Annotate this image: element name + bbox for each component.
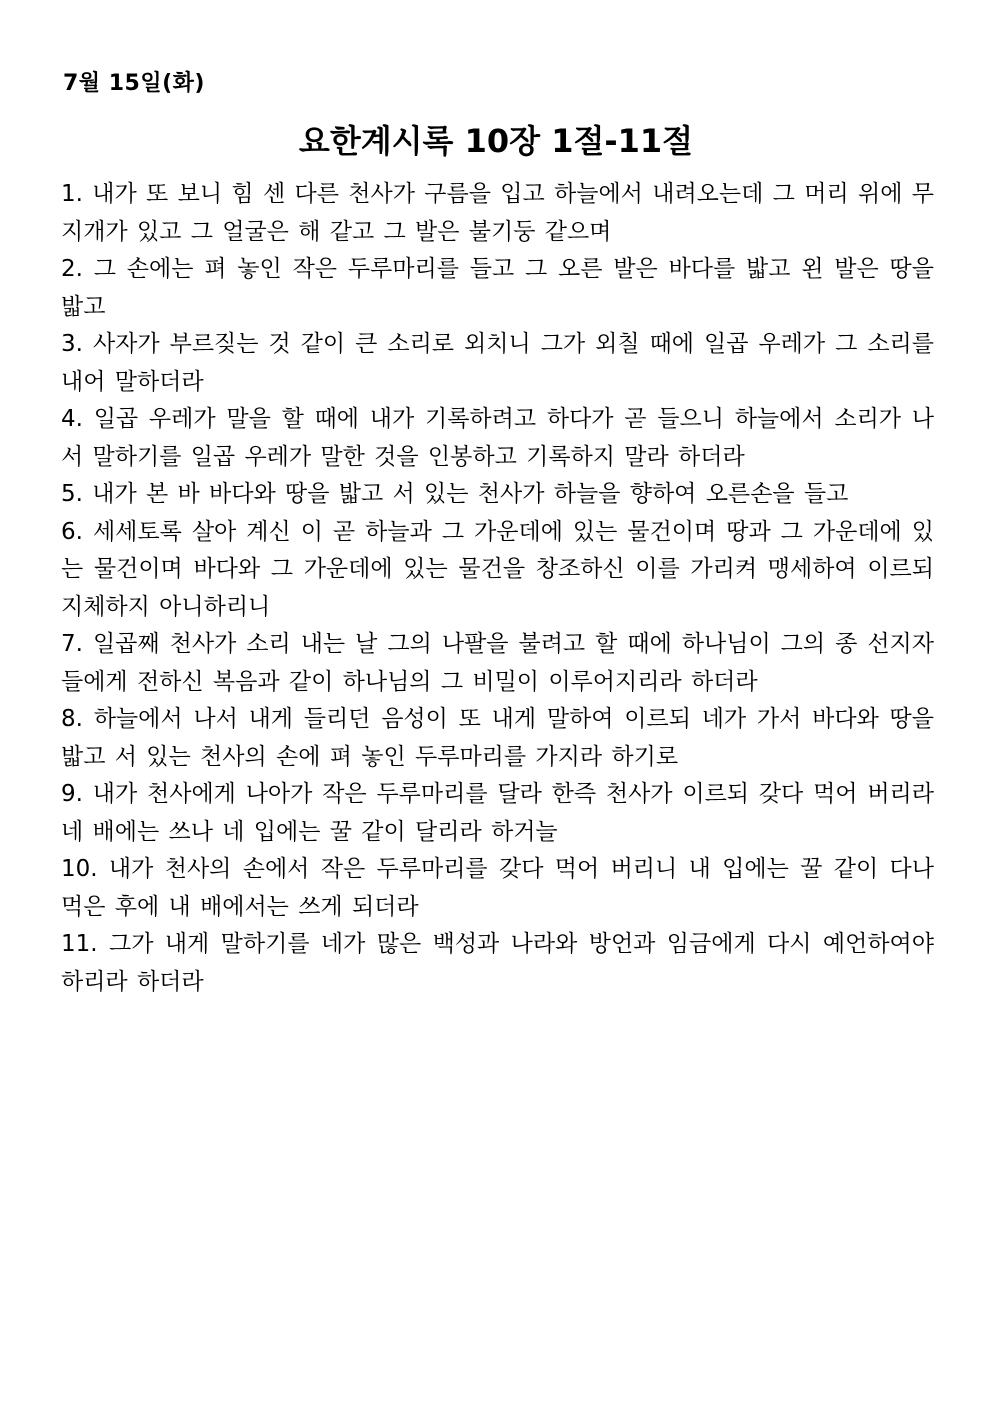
verse-6: 6. 세세토록 살아 계신 이 곧 하늘과 그 가운데에 있는 물건이며 땅과 그 가운데에 있는 물건이며 바다와 그 가운데에 있는 물건을 창조하신 이를 가리켜 맹세하여 이르되 지체하지 아니하리니 — [61, 518, 934, 620]
verse-10: 10. 내가 천사의 손에서 작은 두루마리를 갖다 먹어 버리니 내 입에는 꿀 같이 다나 먹은 후에 내 배에서는 쓰게 되더라 — [61, 856, 934, 920]
verse-2: 2. 그 손에는 펴 놓인 작은 두루마리를 들고 그 오른 발은 바다를 밟고 왼 발은 땅을 밟고 — [61, 256, 934, 320]
verse-8: 8. 하늘에서 나서 내게 들리던 음성이 또 내게 말하여 이르되 네가 가서 바다와 땅을 밟고 서 있는 천사의 손에 펴 놓인 두루마리를 가지라 하기로 — [61, 706, 934, 770]
verse-9: 9. 내가 천사에게 나아가 작은 두루마리를 달라 한즉 천사가 이르되 갖다 먹어 버리라 네 배에는 쓰나 네 입에는 꿀 같이 달리라 하거늘 — [61, 781, 934, 845]
verse-list — [61, 176, 934, 1001]
passage-title: 요한계시록 10장 1절-11절 — [298, 122, 694, 160]
verse-7: 7. 일곱째 천사가 소리 내는 날 그의 나팔을 불려고 할 때에 하나님이 그의 종 선지자들에게 전하신 복음과 같이 하나님의 그 비밀이 이루어지리라 하더라 — [61, 631, 934, 695]
reading-date: 7월 15일(화) — [63, 71, 205, 96]
verse-3: 3. 사자가 부르짖는 것 같이 큰 소리로 외치니 그가 외칠 때에 일곱 우레가 그 소리를 내어 말하더라 — [61, 331, 934, 395]
verse-11: 11. 그가 내게 말하기를 네가 많은 백성과 나라와 방언과 임금에게 다시 예언하여야 하리라 하더라 — [61, 931, 934, 995]
verse-1: 1. 내가 또 보니 힘 센 다른 천사가 구름을 입고 하늘에서 내려오는데 그 머리 위에 무지개가 있고 그 얼굴은 해 같고 그 발은 불기둥 같으며 — [61, 181, 934, 245]
verse-5: 5. 내가 본 바 바다와 땅을 밟고 서 있는 천사가 하늘을 향하여 오른손을 들고 — [61, 481, 849, 507]
verse-4: 4. 일곱 우레가 말을 할 때에 내가 기록하려고 하다가 곧 들으니 하늘에서 소리가 나서 말하기를 일곱 우레가 말한 것을 인봉하고 기록하지 말라 하더라 — [61, 406, 934, 470]
